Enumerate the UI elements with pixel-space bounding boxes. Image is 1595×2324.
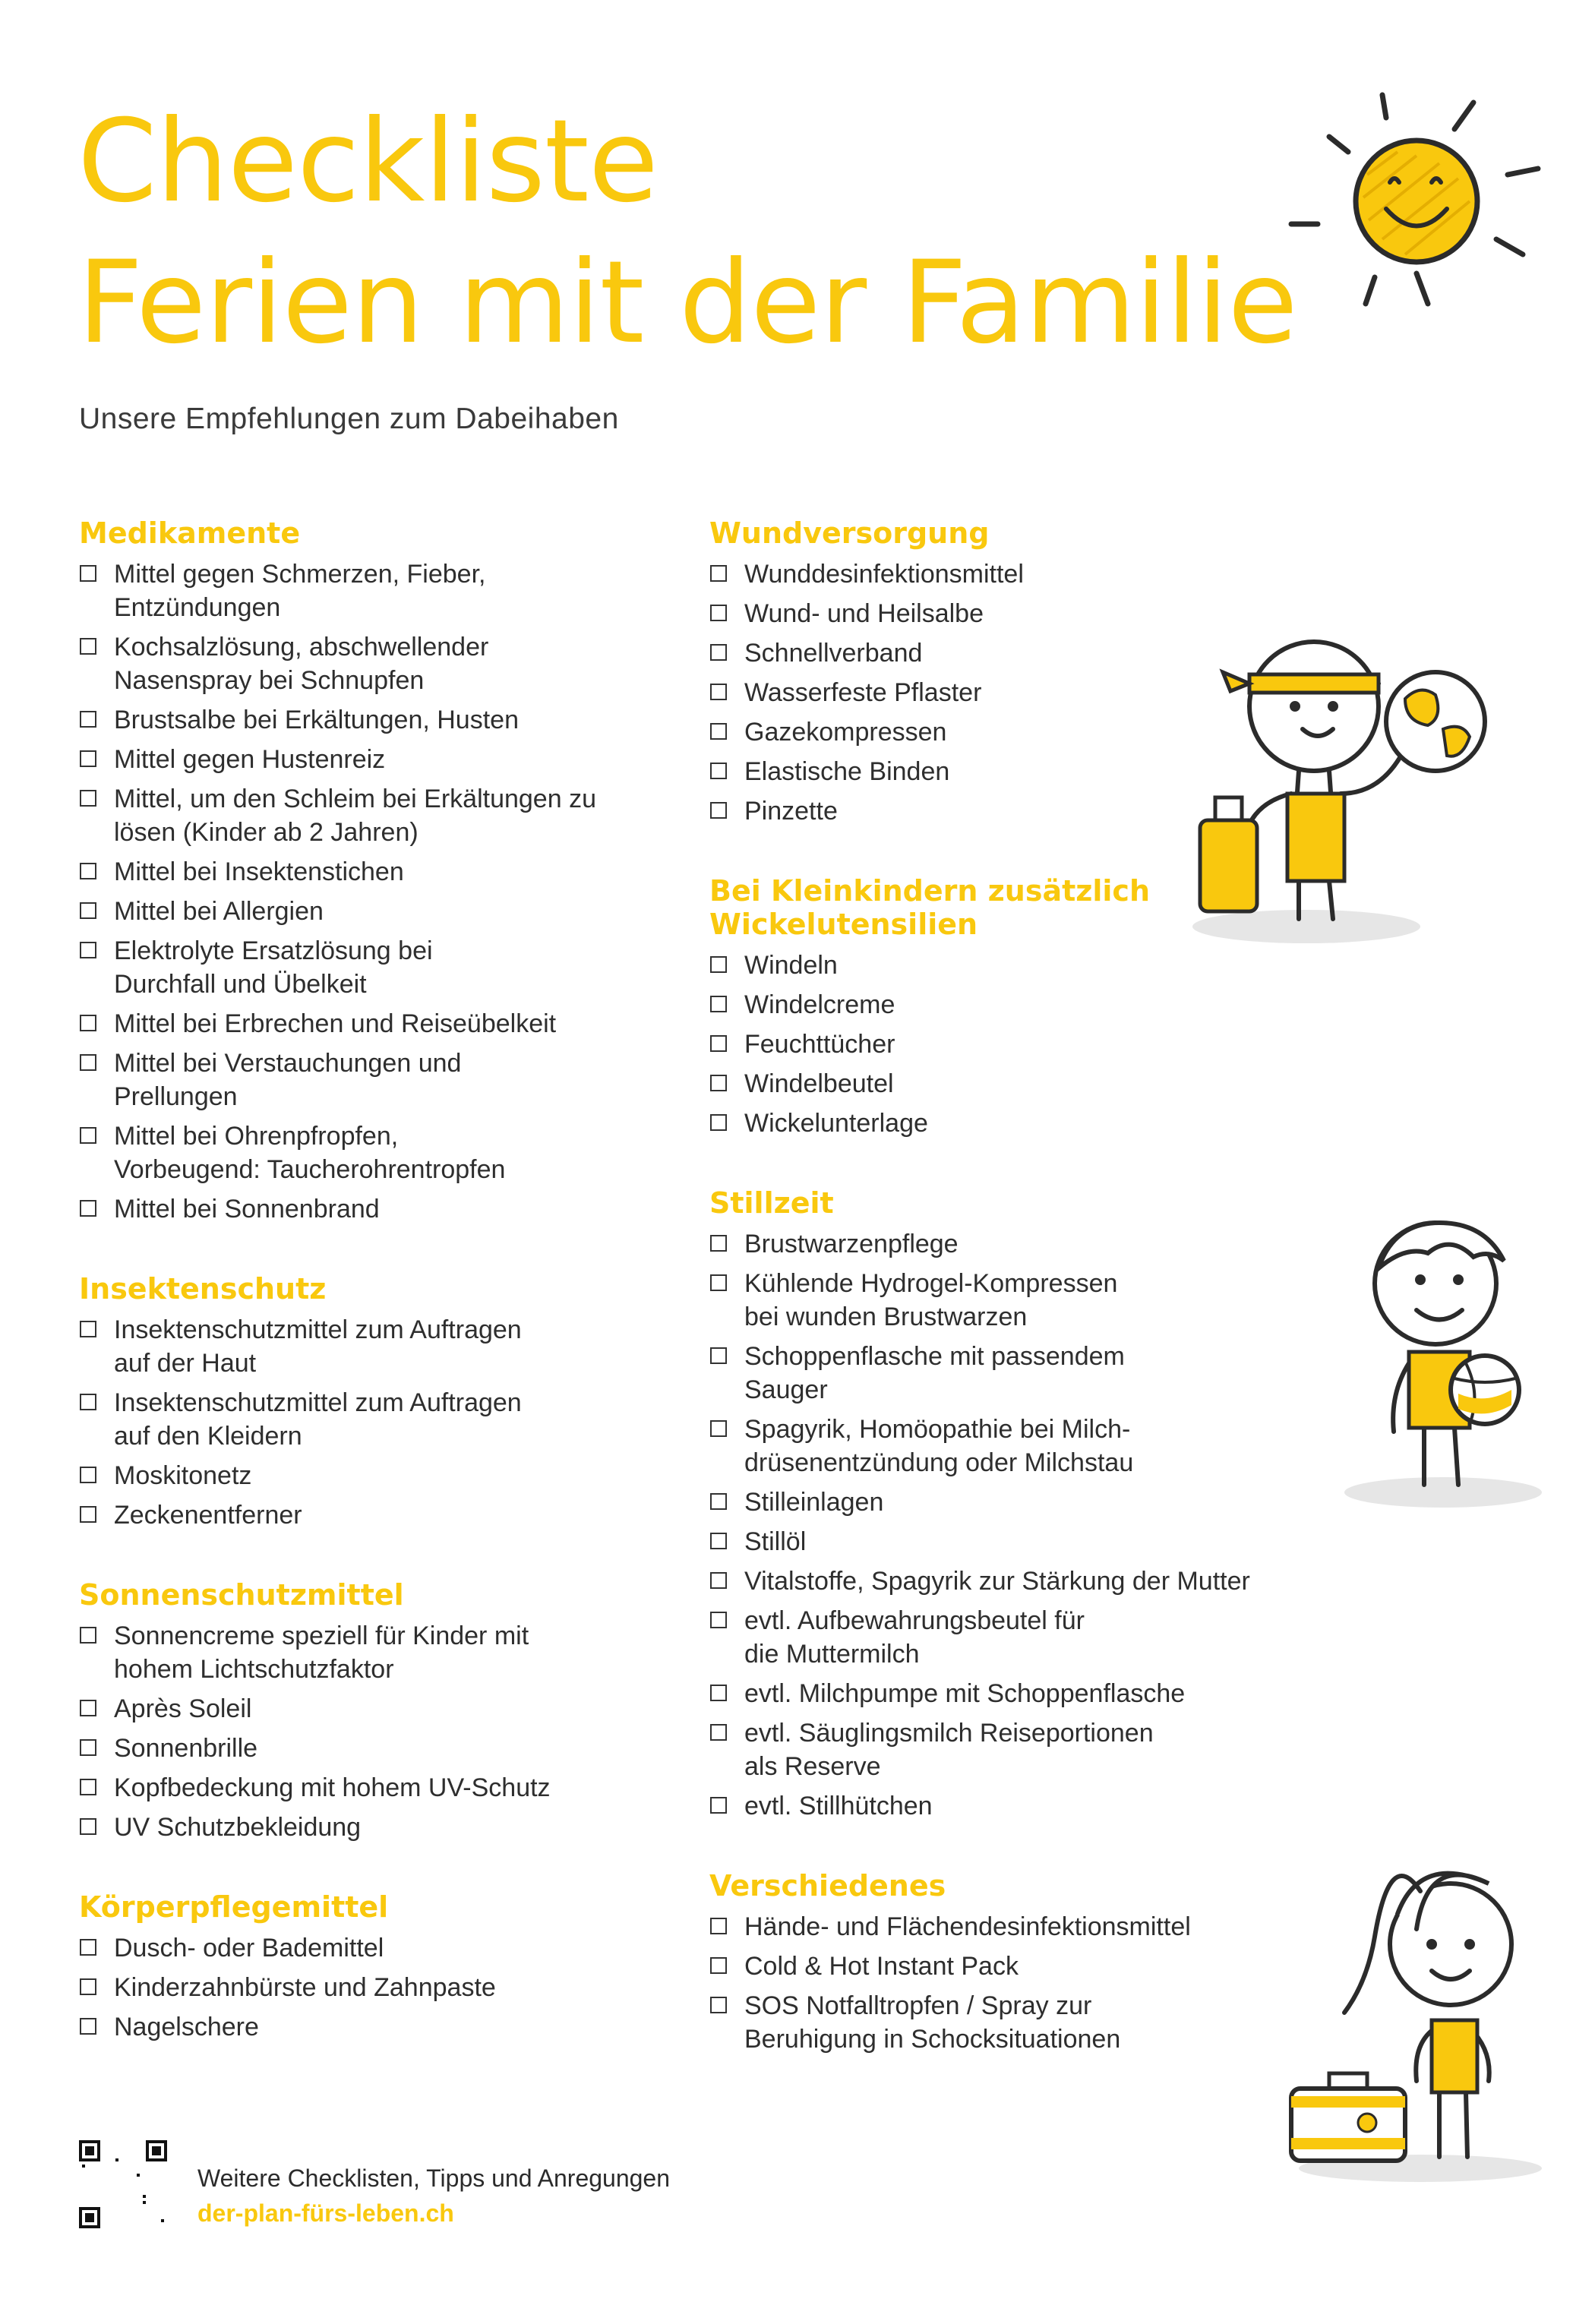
- checklist-item: [709, 1028, 1332, 1061]
- checklist-item: [709, 1067, 1332, 1100]
- checklist-item-label: SOS Notfalltropfen / Spray zur Beruhigung in Schocksituationen: [744, 1991, 1121, 2054]
- checklist-item: [79, 855, 702, 889]
- checklist-item: [709, 1716, 1332, 1783]
- footer: [197, 2161, 670, 2231]
- checkbox-icon[interactable]: [80, 1394, 96, 1410]
- right-column: [709, 516, 1332, 2102]
- checklist-item: [79, 1771, 702, 1805]
- checklist-section: [709, 874, 1332, 1140]
- checklist-item: [79, 1498, 702, 1532]
- checklist-item: [79, 1732, 702, 1765]
- checklist-item-label: Kinderzahnbürste und Zahnpaste: [114, 1973, 496, 2002]
- checklist-item-label: Elastische Binden: [744, 757, 950, 786]
- checklist-item-label: Gazekompressen: [744, 718, 947, 747]
- checklist-item: [709, 949, 1332, 982]
- checklist-item: [709, 1910, 1332, 1944]
- checkbox-icon[interactable]: [80, 1779, 96, 1795]
- checklist-item: [79, 2010, 702, 2044]
- checkbox-icon[interactable]: [80, 1054, 96, 1071]
- checkbox-icon[interactable]: [710, 605, 727, 621]
- checklist-item: [709, 988, 1332, 1021]
- child-ball-icon: [1322, 1200, 1565, 1519]
- section-heading: Wundversorgung: [709, 516, 990, 550]
- section-heading: Insektenschutz: [79, 1272, 327, 1306]
- checkbox-icon[interactable]: [710, 1493, 727, 1510]
- checkbox-icon[interactable]: [710, 565, 727, 582]
- checklist-item: [709, 676, 1332, 709]
- checklist: [709, 1227, 1332, 1823]
- checkbox-icon[interactable]: [710, 1274, 727, 1291]
- checklist: [79, 1931, 702, 2044]
- checklist-item: [709, 1107, 1332, 1140]
- checklist-item-label: Moskitonetz: [114, 1461, 252, 1490]
- checkbox-icon[interactable]: [710, 1997, 727, 2013]
- checkbox-icon[interactable]: [710, 1685, 727, 1701]
- title-line-1: Checkliste: [77, 96, 659, 228]
- checklist-item-label: Zeckenentferner: [114, 1501, 302, 1530]
- checklist-item-label: Mittel bei Sonnenbrand: [114, 1195, 380, 1224]
- checklist-item-label: Spagyrik, Homöopathie bei Milch- drüsenentzündung oder Milchstau: [744, 1415, 1134, 1477]
- checkbox-icon[interactable]: [80, 1739, 96, 1756]
- checkbox-icon[interactable]: [80, 1015, 96, 1031]
- checklist-item-label: Hände- und Flächendesinfektionsmittel: [744, 1912, 1191, 1941]
- checkbox-icon[interactable]: [710, 1957, 727, 1974]
- checkbox-icon[interactable]: [80, 1321, 96, 1337]
- checklist-item: [709, 755, 1332, 788]
- checkbox-icon[interactable]: [710, 1347, 727, 1364]
- checkbox-icon[interactable]: [80, 790, 96, 807]
- checklist-item-label: Mittel, um den Schleim bei Erkältungen zu lösen (Kinder ab 2 Jahren): [114, 785, 596, 847]
- checklist-item-label: Mittel bei Verstauchungen und Prellungen: [114, 1049, 462, 1111]
- checkbox-icon[interactable]: [80, 638, 96, 655]
- checklist-item-label: Schnellverband: [744, 639, 923, 668]
- checkbox-icon[interactable]: [80, 863, 96, 879]
- checklist-section: [709, 1869, 1332, 2056]
- checkbox-icon[interactable]: [710, 1533, 727, 1549]
- checkbox-icon[interactable]: [710, 956, 727, 973]
- checklist-item-label: Kochsalzlösung, abschwellender Nasenspray bei Schnupfen: [114, 633, 489, 695]
- checklist-item: [79, 895, 702, 928]
- checklist-section: [79, 1272, 702, 1532]
- section-heading: Stillzeit: [709, 1186, 834, 1220]
- checklist-item: [79, 1971, 702, 2004]
- checklist-item: [709, 1413, 1332, 1479]
- checklist-item: [79, 1313, 702, 1380]
- checklist-item: [709, 1789, 1332, 1823]
- section-heading: Sonnenschutzmittel: [79, 1578, 404, 1612]
- checklist-item: [709, 1565, 1332, 1598]
- checklist-item-label: Insektenschutzmittel zum Auftragen auf den Kleidern: [114, 1388, 522, 1451]
- checklist: [79, 557, 702, 1226]
- checklist-item: [79, 1619, 702, 1686]
- checklist-item-label: Feuchttücher: [744, 1030, 895, 1059]
- checklist-item-label: Wund- und Heilsalbe: [744, 599, 984, 628]
- checklist-item: [709, 1486, 1332, 1519]
- checklist-item-label: Windeln: [744, 951, 838, 980]
- subtitle: Unsere Empfehlungen zum Dabeihaben: [79, 403, 619, 435]
- checkbox-icon[interactable]: [710, 763, 727, 779]
- checklist-item-label: evtl. Säuglingsmilch Reiseportionen als Reserve: [744, 1719, 1154, 1781]
- checklist-item-label: Windelcreme: [744, 990, 895, 1019]
- checklist: [709, 557, 1332, 828]
- checklist-item: [709, 1340, 1332, 1407]
- checklist-item-label: UV Schutzbekleidung: [114, 1813, 362, 1842]
- checklist-item-label: Schoppenflasche mit passendem Sauger: [744, 1342, 1125, 1404]
- left-column: [79, 516, 702, 2090]
- sun-icon: [1284, 84, 1557, 311]
- checkbox-icon[interactable]: [80, 1818, 96, 1835]
- checklist-item: [79, 782, 702, 849]
- checklist-item-label: Vitalstoffe, Spagyrik zur Stärkung der Mutter: [744, 1567, 1250, 1596]
- checklist: [709, 949, 1332, 1140]
- qr-code-icon: [79, 2140, 167, 2228]
- checklist-item-label: Wunddesinfektionsmittel: [744, 560, 1024, 589]
- checklist-item: [79, 1811, 702, 1844]
- checklist-item: [79, 1692, 702, 1726]
- checklist-item-label: Insektenschutzmittel zum Auftragen auf der Haut: [114, 1315, 522, 1378]
- checklist-section: [79, 516, 702, 1226]
- checklist-item-label: Kopfbedeckung mit hohem UV-Schutz: [114, 1773, 551, 1802]
- checkbox-icon[interactable]: [710, 996, 727, 1012]
- section-heading: Medikamente: [79, 516, 301, 550]
- checkbox-icon[interactable]: [710, 1612, 727, 1628]
- checkbox-icon[interactable]: [710, 1035, 727, 1052]
- checkbox-icon[interactable]: [80, 1127, 96, 1144]
- checklist-item: [709, 715, 1332, 749]
- checklist-item-label: Sonnenbrille: [114, 1734, 258, 1763]
- checkbox-icon[interactable]: [80, 565, 96, 582]
- checkbox-icon[interactable]: [80, 1200, 96, 1217]
- checklist: [79, 1619, 702, 1844]
- checklist-item-label: Mittel gegen Hustenreiz: [114, 745, 386, 774]
- checkbox-icon[interactable]: [710, 1918, 727, 1934]
- footer-link[interactable]: der-plan-fürs-leben.ch: [197, 2199, 454, 2227]
- checklist-item-label: Nagelschere: [114, 2013, 259, 2041]
- checkbox-icon[interactable]: [80, 1627, 96, 1644]
- checklist-item: [79, 557, 702, 624]
- checklist-item: [79, 1931, 702, 1965]
- checkbox-icon[interactable]: [710, 1235, 727, 1252]
- checklist-item-label: Elektrolyte Ersatzlösung bei Durchfall und Übelkeit: [114, 936, 433, 999]
- checklist-section: [79, 1578, 702, 1844]
- checklist-item-label: Pinzette: [744, 797, 838, 826]
- checklist-item: [709, 794, 1332, 828]
- checklist-item-label: Kühlende Hydrogel-Kompressen bei wunden Brustwarzen: [744, 1269, 1118, 1331]
- checklist-item-label: Dusch- oder Bademittel: [114, 1934, 384, 1962]
- checklist-item: [79, 743, 702, 776]
- checkbox-icon[interactable]: [710, 1724, 727, 1741]
- checklist-item-label: Stillöl: [744, 1527, 807, 1556]
- checklist-item-label: Brustwarzenpflege: [744, 1230, 959, 1258]
- checkbox-icon[interactable]: [710, 1420, 727, 1437]
- checklist-item-label: Mittel bei Erbrechen und Reiseübelkeit: [114, 1009, 557, 1038]
- checklist-item: [709, 1525, 1332, 1558]
- checkbox-icon[interactable]: [710, 802, 727, 819]
- checklist-item: [79, 1386, 702, 1453]
- checkbox-icon[interactable]: [80, 902, 96, 919]
- checkbox-icon[interactable]: [710, 1572, 727, 1589]
- checklist-item: [79, 1459, 702, 1492]
- checklist-item-label: Wickelunterlage: [744, 1109, 928, 1138]
- checkbox-icon[interactable]: [80, 1978, 96, 1995]
- checklist-item-label: evtl. Milchpumpe mit Schoppenflasche: [744, 1679, 1186, 1708]
- checkbox-icon[interactable]: [710, 1075, 727, 1091]
- checklist-item-label: Mittel bei Insektenstichen: [114, 857, 404, 886]
- checklist-item: [709, 1604, 1332, 1671]
- checklist: [709, 1910, 1332, 2056]
- checklist-section: [709, 516, 1332, 828]
- checkbox-icon[interactable]: [80, 750, 96, 767]
- page-title: [77, 91, 1297, 374]
- checkbox-icon[interactable]: [80, 1939, 96, 1956]
- section-heading: Verschiedenes: [709, 1869, 946, 1902]
- checklist-item-label: Après Soleil: [114, 1694, 252, 1723]
- checklist-item: [79, 934, 702, 1001]
- checklist-item-label: Mittel gegen Schmerzen, Fieber, Entzündungen: [114, 560, 486, 622]
- checkbox-icon[interactable]: [710, 1797, 727, 1814]
- checklist-item: [79, 630, 702, 697]
- checklist-item-label: Cold & Hot Instant Pack: [744, 1952, 1019, 1981]
- checklist-item: [709, 1989, 1332, 2056]
- checklist-item: [79, 1007, 702, 1040]
- checklist: [79, 1313, 702, 1532]
- section-heading: Körperpflegemittel: [79, 1890, 389, 1924]
- checklist-item: [709, 1267, 1332, 1334]
- checkbox-icon[interactable]: [80, 2018, 96, 2035]
- checklist-item-label: Wasserfeste Pflaster: [744, 678, 982, 707]
- checklist-item: [709, 1677, 1332, 1710]
- footer-text: Weitere Checklisten, Tipps und Anregungen: [197, 2165, 671, 2192]
- checkbox-icon[interactable]: [710, 644, 727, 661]
- checklist-item-label: Sonnencreme speziell für Kinder mit hohem Lichtschutzfaktor: [114, 1621, 529, 1684]
- checklist-section: [79, 1890, 702, 2044]
- checklist-item: [709, 1227, 1332, 1261]
- checklist-item-label: Mittel bei Allergien: [114, 897, 324, 926]
- checklist-item-label: evtl. Aufbewahrungsbeutel für die Muttermilch: [744, 1606, 1085, 1669]
- checkbox-icon[interactable]: [80, 1467, 96, 1483]
- checkbox-icon[interactable]: [710, 723, 727, 740]
- checkbox-icon[interactable]: [80, 711, 96, 728]
- checkbox-icon[interactable]: [80, 1700, 96, 1716]
- checkbox-icon[interactable]: [80, 1506, 96, 1523]
- checklist-item: [709, 636, 1332, 670]
- checklist-item: [79, 1119, 702, 1186]
- checklist-item: [709, 557, 1332, 591]
- checklist-item: [79, 703, 702, 737]
- checkbox-icon[interactable]: [80, 942, 96, 958]
- checklist-item-label: evtl. Stillhütchen: [744, 1792, 933, 1820]
- checklist-item: [709, 597, 1332, 630]
- title-line-2: Ferien mit der Familie: [77, 237, 1297, 369]
- checklist-item: [79, 1047, 702, 1113]
- section-heading: Bei Kleinkindern zusätzlich Wickelutensilien: [709, 874, 1151, 941]
- checklist-item-label: Windelbeutel: [744, 1069, 894, 1098]
- checkbox-icon[interactable]: [710, 1114, 727, 1131]
- checkbox-icon[interactable]: [710, 684, 727, 700]
- checklist-item-label: Brustsalbe bei Erkältungen, Husten: [114, 706, 519, 734]
- checklist-item-label: Mittel bei Ohrenpfropfen, Vorbeugend: Taucherohrentropfen: [114, 1122, 506, 1184]
- checklist-section: [709, 1186, 1332, 1823]
- checklist-item: [79, 1192, 702, 1226]
- checklist-item: [709, 1950, 1332, 1983]
- checklist-item-label: Stilleinlagen: [744, 1488, 884, 1517]
